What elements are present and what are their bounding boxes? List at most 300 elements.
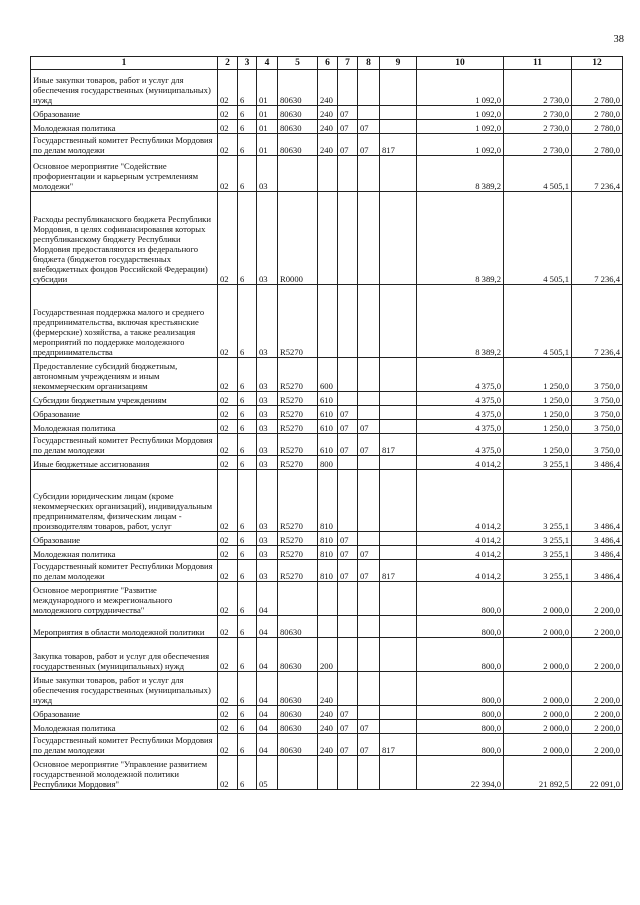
amount-col10: 800,0 [417,720,504,734]
subsection-code [358,638,380,672]
subsection-code [358,582,380,616]
subprogram-code: 6 [238,70,257,106]
amount-col11: 2 730,0 [504,106,572,120]
column-header: 7 [338,57,358,70]
direction-code: R5270 [278,456,318,470]
expense-type-code: 600 [318,358,338,392]
expense-type-code [318,285,338,358]
table-row [31,70,623,106]
program-code: 02 [218,406,238,420]
column-header: 4 [257,57,278,70]
program-code: 02 [218,720,238,734]
column-header: 11 [504,57,572,70]
amount-col12: 2 200,0 [572,616,623,638]
ministry-code [380,358,417,392]
direction-code: 80630 [278,734,318,756]
ministry-code [380,456,417,470]
amount-col12: 3 750,0 [572,420,623,434]
row-name: Молодежная политика [31,120,218,134]
subsection-code: 07 [358,134,380,156]
row-name: Молодежная политика [31,420,218,434]
event-code: 04 [257,672,278,706]
direction-code: 80630 [278,120,318,134]
amount-col11: 2 000,0 [504,582,572,616]
amount-col12: 3 750,0 [572,406,623,420]
event-code: 03 [257,470,278,532]
direction-code: 80630 [278,106,318,120]
direction-code: R5270 [278,358,318,392]
event-code: 03 [257,420,278,434]
section-code: 07 [338,120,358,134]
subsection-code [358,156,380,192]
page-number: 38 [613,34,624,45]
amount-col10: 800,0 [417,672,504,706]
event-code: 03 [257,434,278,456]
table-row [31,546,623,560]
row-name: Образование [31,406,218,420]
program-code: 02 [218,456,238,470]
expense-type-code: 240 [318,734,338,756]
ministry-code: 817 [380,560,417,582]
expense-type-code [318,616,338,638]
direction-code: R5270 [278,560,318,582]
amount-col11: 2 000,0 [504,734,572,756]
row-name: Мероприятия в области молодежной политики [31,616,218,638]
table-row [31,616,623,638]
amount-col10: 4 014,2 [417,560,504,582]
subsection-code: 07 [358,560,380,582]
ministry-code [380,156,417,192]
program-code: 02 [218,734,238,756]
subprogram-code: 6 [238,285,257,358]
amount-col10: 4 375,0 [417,420,504,434]
amount-col11: 2 000,0 [504,616,572,638]
direction-code: R5270 [278,546,318,560]
expense-type-code: 240 [318,134,338,156]
direction-code: 80630 [278,616,318,638]
table-row [31,582,623,616]
event-code: 01 [257,70,278,106]
table-row [31,706,623,720]
row-name: Образование [31,706,218,720]
expense-type-code: 810 [318,560,338,582]
amount-col12: 2 200,0 [572,672,623,706]
column-header: 6 [318,57,338,70]
program-code: 02 [218,70,238,106]
direction-code: R5270 [278,532,318,546]
column-header: 1 [31,57,218,70]
subprogram-code: 6 [238,456,257,470]
event-code: 01 [257,106,278,120]
table-row [31,456,623,470]
event-code: 04 [257,616,278,638]
program-code: 02 [218,358,238,392]
ministry-code [380,616,417,638]
table-row [31,434,623,456]
subprogram-code: 6 [238,120,257,134]
ministry-code: 817 [380,134,417,156]
subsection-code: 07 [358,120,380,134]
column-header: 10 [417,57,504,70]
subsection-code [358,706,380,720]
section-code [338,285,358,358]
row-name: Государственный комитет Республики Мордовия по делам молодежи [31,434,218,456]
amount-col11: 2 730,0 [504,70,572,106]
program-code: 02 [218,470,238,532]
amount-col12: 2 780,0 [572,134,623,156]
table-row [31,756,623,790]
ministry-code: 817 [380,734,417,756]
direction-code [278,156,318,192]
amount-col12: 3 750,0 [572,392,623,406]
program-code: 02 [218,560,238,582]
program-code: 02 [218,582,238,616]
table-row [31,392,623,406]
subsection-code [358,358,380,392]
amount-col10: 4 014,2 [417,532,504,546]
direction-code: 80630 [278,720,318,734]
expense-type-code: 240 [318,70,338,106]
program-code: 02 [218,392,238,406]
amount-col10: 4 375,0 [417,392,504,406]
table-row [31,406,623,420]
expense-type-code: 810 [318,532,338,546]
subprogram-code: 6 [238,434,257,456]
event-code: 04 [257,638,278,672]
amount-col10: 4 014,2 [417,470,504,532]
section-code: 07 [338,406,358,420]
amount-col10: 1 092,0 [417,70,504,106]
section-code [338,192,358,285]
direction-code: R0000 [278,192,318,285]
amount-col12: 2 200,0 [572,638,623,672]
amount-col11: 1 250,0 [504,406,572,420]
amount-col12: 2 200,0 [572,582,623,616]
table-row [31,156,623,192]
direction-code [278,582,318,616]
expense-type-code: 610 [318,420,338,434]
section-code [338,70,358,106]
amount-col10: 800,0 [417,706,504,720]
amount-col11: 2 000,0 [504,720,572,734]
table-row [31,734,623,756]
section-code: 07 [338,720,358,734]
subprogram-code: 6 [238,560,257,582]
amount-col11: 1 250,0 [504,358,572,392]
direction-code: 80630 [278,638,318,672]
expense-type-code: 610 [318,406,338,420]
event-code: 04 [257,582,278,616]
program-code: 02 [218,638,238,672]
expense-type-code: 240 [318,720,338,734]
table-row [31,120,623,134]
ministry-code [380,582,417,616]
amount-col12: 2 780,0 [572,106,623,120]
amount-col10: 4 375,0 [417,434,504,456]
amount-col10: 8 389,2 [417,156,504,192]
row-name: Основное мероприятие "Развитие международного и межрегионального молодежного сотрудничества" [31,582,218,616]
column-header: 3 [238,57,257,70]
subsection-code: 07 [358,734,380,756]
table-row [31,192,623,285]
ministry-code [380,720,417,734]
expense-type-code [318,156,338,192]
subsection-code [358,672,380,706]
table-row [31,420,623,434]
program-code: 02 [218,532,238,546]
subprogram-code: 6 [238,358,257,392]
row-name: Государственный комитет Республики Мордовия по делам молодежи [31,134,218,156]
ministry-code [380,70,417,106]
event-code: 03 [257,546,278,560]
row-name: Государственная поддержка малого и среднего предпринимательства, включая крестьянские (фермерские) хозяйства, а также реализация мероприятий по поддержке молодежного предпринимательства [31,285,218,358]
subprogram-code: 6 [238,420,257,434]
amount-col10: 1 092,0 [417,134,504,156]
ministry-code: 817 [380,434,417,456]
event-code: 03 [257,285,278,358]
event-code: 03 [257,192,278,285]
program-code: 02 [218,434,238,456]
subprogram-code: 6 [238,582,257,616]
column-header: 2 [218,57,238,70]
amount-col12: 3 486,4 [572,456,623,470]
subsection-code [358,406,380,420]
amount-col10: 4 375,0 [417,406,504,420]
section-code: 07 [338,560,358,582]
subprogram-code: 6 [238,672,257,706]
row-name: Иные закупки товаров, работ и услуг для обеспечения государственных (муниципальных) нужд [31,70,218,106]
subprogram-code: 6 [238,638,257,672]
amount-col11: 1 250,0 [504,392,572,406]
expense-type-code [318,756,338,790]
amount-col11: 4 505,1 [504,192,572,285]
amount-col12: 7 236,4 [572,285,623,358]
program-code: 02 [218,616,238,638]
event-code: 03 [257,532,278,546]
event-code: 03 [257,456,278,470]
direction-code: 80630 [278,70,318,106]
subsection-code [358,616,380,638]
expense-type-code: 610 [318,434,338,456]
table-row [31,134,623,156]
expense-type-code: 240 [318,106,338,120]
subprogram-code: 6 [238,532,257,546]
row-name: Субсидии бюджетным учреждениям [31,392,218,406]
amount-col10: 1 092,0 [417,120,504,134]
section-code [338,156,358,192]
subsection-code: 07 [358,546,380,560]
amount-col10: 4 014,2 [417,456,504,470]
amount-col10: 8 389,2 [417,285,504,358]
ministry-code [380,706,417,720]
ministry-code [380,192,417,285]
amount-col12: 7 236,4 [572,192,623,285]
program-code: 02 [218,756,238,790]
event-code: 03 [257,560,278,582]
direction-code: R5270 [278,392,318,406]
row-name: Основное мероприятие "Содействие профориентации и карьерным устремлениям молодежи" [31,156,218,192]
amount-col11: 3 255,1 [504,532,572,546]
row-name: Государственный комитет Республики Мордовия по делам молодежи [31,560,218,582]
event-code: 05 [257,756,278,790]
table-row [31,106,623,120]
amount-col12: 22 091,0 [572,756,623,790]
subsection-code [358,106,380,120]
amount-col11: 2 000,0 [504,706,572,720]
subprogram-code: 6 [238,734,257,756]
row-name: Иные закупки товаров, работ и услуг для обеспечения государственных (муниципальных) нужд [31,672,218,706]
amount-col10: 1 092,0 [417,106,504,120]
amount-col11: 2 000,0 [504,672,572,706]
row-name: Образование [31,106,218,120]
subsection-code [358,756,380,790]
budget-table [30,56,623,790]
event-code: 04 [257,720,278,734]
section-code [338,358,358,392]
program-code: 02 [218,706,238,720]
amount-col10: 8 389,2 [417,192,504,285]
subsection-code [358,456,380,470]
amount-col11: 4 505,1 [504,156,572,192]
section-code [338,392,358,406]
table-row [31,285,623,358]
program-code: 02 [218,120,238,134]
amount-col11: 3 255,1 [504,456,572,470]
amount-col12: 2 200,0 [572,734,623,756]
subprogram-code: 6 [238,546,257,560]
section-code: 07 [338,532,358,546]
header-row [31,57,623,70]
amount-col11: 2 000,0 [504,638,572,672]
expense-type-code [318,192,338,285]
row-name: Государственный комитет Республики Мордовия по делам молодежи [31,734,218,756]
row-name: Предоставление субсидий бюджетным, автономным учреждениям и иным некоммерческим организациям [31,358,218,392]
subprogram-code: 6 [238,720,257,734]
subprogram-code: 6 [238,406,257,420]
expense-type-code: 240 [318,672,338,706]
amount-col10: 800,0 [417,616,504,638]
subprogram-code: 6 [238,756,257,790]
event-code: 03 [257,156,278,192]
subprogram-code: 6 [238,106,257,120]
amount-col12: 2 780,0 [572,70,623,106]
amount-col12: 3 486,4 [572,532,623,546]
direction-code [278,756,318,790]
expense-type-code: 810 [318,546,338,560]
program-code: 02 [218,134,238,156]
amount-col11: 2 730,0 [504,120,572,134]
ministry-code [380,406,417,420]
amount-col10: 22 394,0 [417,756,504,790]
amount-col12: 2 200,0 [572,706,623,720]
amount-col11: 1 250,0 [504,420,572,434]
direction-code: R5270 [278,420,318,434]
section-code [338,638,358,672]
subprogram-code: 6 [238,392,257,406]
amount-col12: 7 236,4 [572,156,623,192]
ministry-code [380,120,417,134]
amount-col11: 3 255,1 [504,470,572,532]
event-code: 01 [257,120,278,134]
table-row [31,720,623,734]
subprogram-code: 6 [238,616,257,638]
event-code: 03 [257,392,278,406]
table-row [31,532,623,546]
event-code: 03 [257,406,278,420]
row-name: Молодежная политика [31,720,218,734]
ministry-code [380,106,417,120]
direction-code: R5270 [278,470,318,532]
ministry-code [380,638,417,672]
program-code: 02 [218,420,238,434]
row-name: Закупка товаров, работ и услуг для обеспечения государственных (муниципальных) нужд [31,638,218,672]
event-code: 01 [257,134,278,156]
direction-code: R5270 [278,285,318,358]
amount-col10: 4 375,0 [417,358,504,392]
section-code: 07 [338,706,358,720]
section-code [338,470,358,532]
ministry-code [380,532,417,546]
expense-type-code: 610 [318,392,338,406]
amount-col10: 4 014,2 [417,546,504,560]
ministry-code [380,420,417,434]
expense-type-code: 810 [318,470,338,532]
amount-col12: 2 780,0 [572,120,623,134]
row-name: Расходы республиканского бюджета Республики Мордовия, в целях софинансирования которых республиканскому бюджету Республики Мордовия предоставляются из федерального бюджета (бюджетов государственных внебюджетных фондов Российской Федерации) субсидии [31,192,218,285]
expense-type-code: 200 [318,638,338,672]
ministry-code [380,756,417,790]
ministry-code [380,470,417,532]
subprogram-code: 6 [238,706,257,720]
amount-col12: 3 750,0 [572,434,623,456]
amount-col11: 3 255,1 [504,560,572,582]
section-code [338,616,358,638]
table-row [31,358,623,392]
amount-col11: 4 505,1 [504,285,572,358]
direction-code: 80630 [278,672,318,706]
subsection-code [358,392,380,406]
section-code [338,672,358,706]
expense-type-code: 240 [318,706,338,720]
amount-col11: 3 255,1 [504,546,572,560]
subsection-code [358,70,380,106]
program-code: 02 [218,106,238,120]
section-code [338,582,358,616]
row-name: Основное мероприятие "Управление развитием государственной молодежной политики Республики Мордовия" [31,756,218,790]
subprogram-code: 6 [238,134,257,156]
ministry-code [380,546,417,560]
table-row [31,672,623,706]
row-name: Иные бюджетные ассигнования [31,456,218,470]
event-code: 04 [257,734,278,756]
event-code: 04 [257,706,278,720]
column-header: 8 [358,57,380,70]
program-code: 02 [218,672,238,706]
amount-col12: 3 750,0 [572,358,623,392]
ministry-code [380,672,417,706]
expense-type-code: 240 [318,120,338,134]
amount-col10: 800,0 [417,734,504,756]
subsection-code [358,470,380,532]
program-code: 02 [218,285,238,358]
direction-code: R5270 [278,434,318,456]
column-header: 12 [572,57,623,70]
amount-col12: 3 486,4 [572,470,623,532]
direction-code: R5270 [278,406,318,420]
ministry-code [380,392,417,406]
amount-col11: 21 892,5 [504,756,572,790]
table-row [31,638,623,672]
